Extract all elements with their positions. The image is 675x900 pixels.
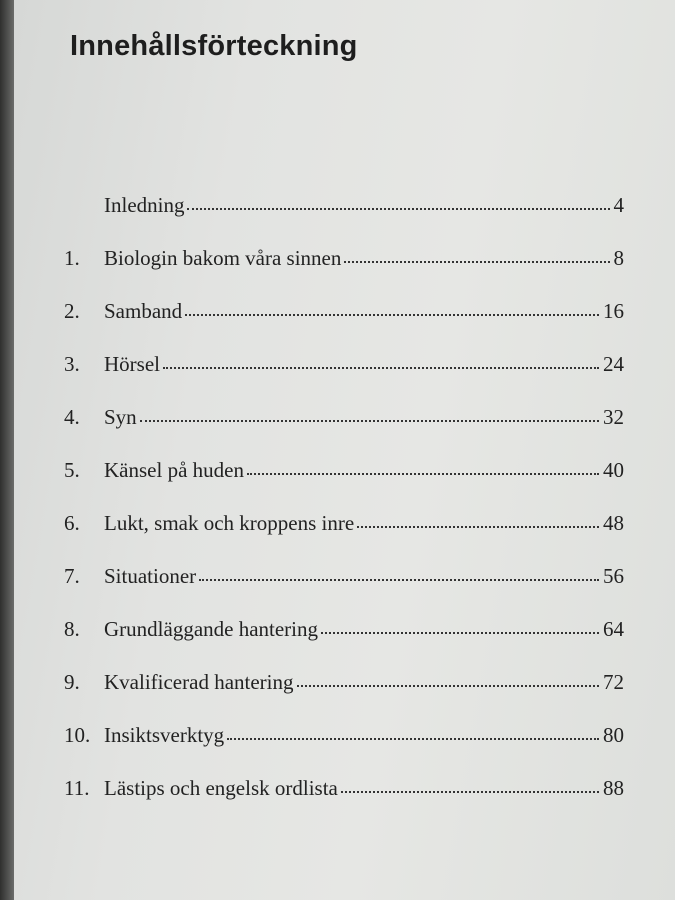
toc-entry — [64, 405, 624, 435]
page-number: 8 — [613, 246, 624, 270]
toc-entry-line — [104, 299, 624, 324]
chapter-title: Kvalificerad hantering — [104, 670, 294, 694]
toc-entry-line — [104, 617, 624, 642]
toc-entry-line — [104, 511, 624, 536]
chapter-number: 2. — [64, 299, 80, 323]
page-number: 4 — [613, 193, 624, 217]
toc-entry-line — [104, 458, 624, 483]
dot-leader — [187, 202, 609, 210]
chapter-title: Lästips och engelsk ordlista — [104, 776, 338, 800]
toc-entry — [64, 511, 624, 541]
dot-leader — [199, 573, 599, 581]
chapter-title: Hörsel — [104, 352, 160, 376]
chapter-number: 9. — [64, 670, 80, 694]
dot-leader — [321, 626, 599, 634]
toc-entry-line — [104, 670, 624, 695]
page-number: 40 — [603, 458, 624, 482]
toc-entry — [64, 352, 624, 382]
book-gutter — [0, 0, 14, 900]
toc-entry — [64, 246, 624, 276]
page-number: 24 — [603, 352, 624, 376]
dot-leader — [247, 467, 599, 475]
toc-entry-line — [104, 723, 624, 748]
toc-entry-line — [104, 776, 624, 801]
chapter-number: 3. — [64, 352, 80, 376]
dot-leader — [357, 520, 599, 528]
dot-leader — [297, 679, 600, 687]
chapter-number: 7. — [64, 564, 80, 588]
chapter-number: 8. — [64, 617, 80, 641]
page-number: 56 — [603, 564, 624, 588]
chapter-title: Samband — [104, 299, 183, 323]
toc-entry — [64, 564, 624, 594]
page-number: 64 — [603, 617, 624, 641]
toc-entry-line — [104, 193, 624, 218]
chapter-title: Situationer — [104, 564, 197, 588]
page-number: 16 — [603, 299, 624, 323]
toc-entry — [64, 723, 624, 753]
toc-entry — [64, 776, 624, 806]
page-number: 88 — [603, 776, 624, 800]
page-title: Innehållsförteckning — [70, 30, 358, 62]
chapter-title: Lukt, smak och kroppens inre — [104, 511, 355, 535]
chapter-number: 1. — [64, 246, 80, 270]
toc-entry — [64, 670, 624, 700]
chapter-title: Inledning — [104, 193, 185, 217]
dot-leader — [344, 255, 609, 263]
chapter-title: Grundläggande hantering — [104, 617, 319, 641]
chapter-number: 5. — [64, 458, 80, 482]
dot-leader — [227, 732, 599, 740]
toc-entry — [64, 458, 624, 488]
toc-entry-line — [104, 564, 624, 589]
dot-leader — [140, 414, 599, 422]
book-page — [14, 0, 675, 900]
table-of-contents — [14, 0, 675, 900]
chapter-number: 10. — [64, 723, 91, 747]
toc-entry — [64, 193, 624, 223]
chapter-number: 4. — [64, 405, 80, 429]
toc-entry — [64, 617, 624, 647]
chapter-title: Biologin bakom våra sinnen — [104, 246, 342, 270]
dot-leader — [185, 308, 599, 316]
dot-leader — [341, 785, 599, 793]
page-number: 48 — [603, 511, 624, 535]
chapter-number: 6. — [64, 511, 80, 535]
toc-entry-line — [104, 246, 624, 271]
page-number: 72 — [603, 670, 624, 694]
toc-entry — [64, 299, 624, 329]
chapter-title: Syn — [104, 405, 137, 429]
dot-leader — [163, 361, 599, 369]
toc-entry-line — [104, 352, 624, 377]
page-number: 32 — [603, 405, 624, 429]
chapter-title: Känsel på huden — [104, 458, 244, 482]
chapter-title: Insiktsverktyg — [104, 723, 225, 747]
page-number: 80 — [603, 723, 624, 747]
chapter-number: 11. — [64, 776, 90, 800]
toc-entry-line — [104, 405, 624, 430]
